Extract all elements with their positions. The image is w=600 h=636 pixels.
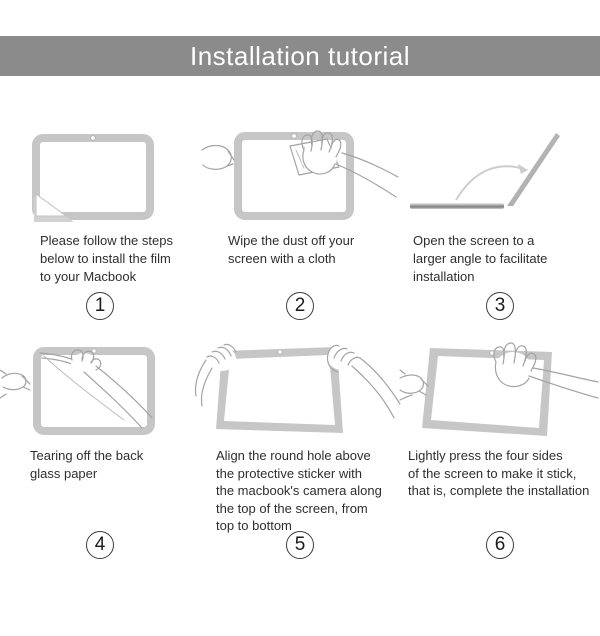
step-1 xyxy=(0,120,200,340)
step-number-badge: 4 xyxy=(86,531,114,559)
align-film-icon xyxy=(200,340,400,440)
step-number-badge: 5 xyxy=(286,531,314,559)
header-banner xyxy=(0,36,600,76)
step-2-number xyxy=(200,292,400,320)
step-3-number xyxy=(400,292,600,320)
press-screen-illustration xyxy=(400,340,600,440)
step-5 xyxy=(200,340,400,559)
step-6-text: Lightly press the four sides of the screen to make it stick, that is, complete the installation xyxy=(408,448,590,498)
step-1-text: Please follow the steps below to install the film to your Macbook xyxy=(40,233,173,284)
step-2-text: Wipe the dust off your screen with a cloth xyxy=(228,233,355,266)
steps-grid xyxy=(0,120,600,559)
step-4-text: Tearing off the back glass paper xyxy=(30,448,144,481)
step-number-badge: 3 xyxy=(486,292,514,320)
press-screen-icon xyxy=(400,340,600,440)
step-4 xyxy=(0,340,200,559)
step-number-badge: 1 xyxy=(86,292,114,320)
open-laptop-icon xyxy=(400,120,600,222)
film-peeled-corner-icon xyxy=(0,120,200,222)
step-6-number xyxy=(400,531,600,559)
step-5-text: Align the round hole above the protective sticker with the macbook's camera along the top of the screen, from top to bottom xyxy=(216,448,382,533)
wipe-screen-icon xyxy=(200,120,400,222)
tutorial-page xyxy=(0,36,600,636)
tear-backing-icon xyxy=(0,340,200,440)
align-film-illustration xyxy=(200,340,400,440)
step-3 xyxy=(400,120,600,340)
step-number-badge: 2 xyxy=(286,292,314,320)
step-number-badge: 6 xyxy=(486,531,514,559)
step-4-number xyxy=(0,531,200,559)
step-5-number xyxy=(200,531,400,559)
wipe-screen-illustration xyxy=(200,120,400,222)
step-3-text: Open the screen to a larger angle to facilitate installation xyxy=(413,233,548,284)
step-1-number xyxy=(0,292,200,320)
page-title: Installation tutorial xyxy=(189,40,411,71)
step-6 xyxy=(400,340,600,559)
film-peeled-corner-illustration xyxy=(0,120,200,222)
tear-backing-illustration xyxy=(0,340,200,440)
open-laptop-illustration xyxy=(400,120,600,222)
step-2 xyxy=(200,120,400,340)
